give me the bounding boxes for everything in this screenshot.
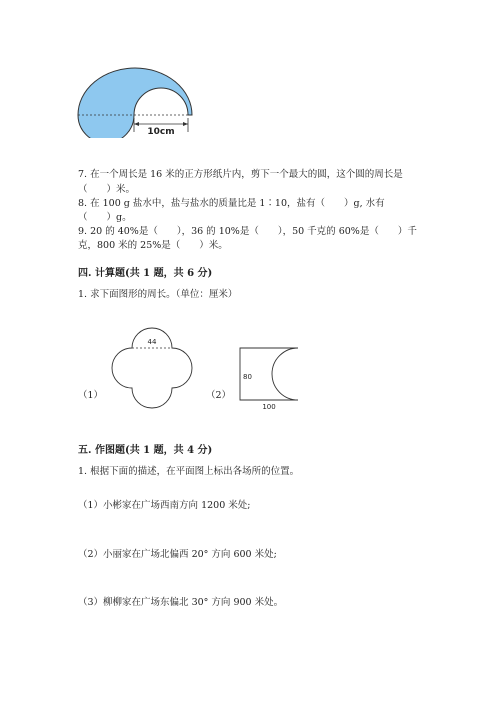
fig2-width-label: 100 bbox=[262, 403, 276, 411]
dim-arrow-right bbox=[183, 122, 188, 126]
question-8-line-1: 8. 在 100 g 盐水中，盐与盐水的质量比是 1∶10，盐有（ ）g, 水有 bbox=[78, 198, 385, 209]
section-5-item-3: （3）柳柳家在广场东偏北 30° 方向 900 米处。 bbox=[78, 597, 284, 608]
dim-label: 10cm bbox=[147, 127, 175, 137]
section-4-heading: 四. 计算题(共 1 题，共 6 分) bbox=[78, 268, 213, 279]
dim-arrow-left bbox=[134, 122, 139, 126]
figure-2-rect-cutout-shape bbox=[238, 346, 304, 412]
fig2-height-label: 80 bbox=[243, 373, 252, 381]
section-5-question-1: 1. 根据下面的描述，在平面图上标出各场所的位置。 bbox=[78, 466, 300, 477]
question-7-line-1: 7. 在一个周长是 16 米的正方形纸片内，剪下一个最大的圆，这个圆的周长是 bbox=[78, 169, 403, 180]
question-7-line-2: （ ）米。 bbox=[78, 184, 136, 195]
question-8-line-2: （ ）g。 bbox=[78, 212, 132, 223]
fig1-dim-label: 44 bbox=[147, 338, 157, 346]
section-5-heading: 五. 作图题(共 1 题，共 4 分) bbox=[78, 445, 213, 456]
figure-1-label: （1） bbox=[78, 390, 104, 401]
section-5-item-1: （1）小彬家在广场西南方向 1200 米处; bbox=[78, 500, 251, 511]
question-9-line-1: 9. 20 的 40%是（ ），36 的 10%是（ ），50 千克的 60%是（ ）千 bbox=[78, 226, 417, 237]
question-9-line-2: 克，800 米的 25%是（ ）米。 bbox=[78, 240, 228, 251]
section-4-question-1: 1. 求下面图形的周长。（单位：厘米） bbox=[78, 289, 238, 300]
figure-2-label: （2） bbox=[206, 390, 232, 401]
section-5-item-2: （2）小丽家在广场北偏西 20° 方向 600 米处; bbox=[78, 549, 277, 560]
figure-1-four-arc-shape bbox=[104, 321, 200, 411]
blue-shape bbox=[78, 68, 192, 138]
top-shape-figure bbox=[70, 58, 195, 138]
